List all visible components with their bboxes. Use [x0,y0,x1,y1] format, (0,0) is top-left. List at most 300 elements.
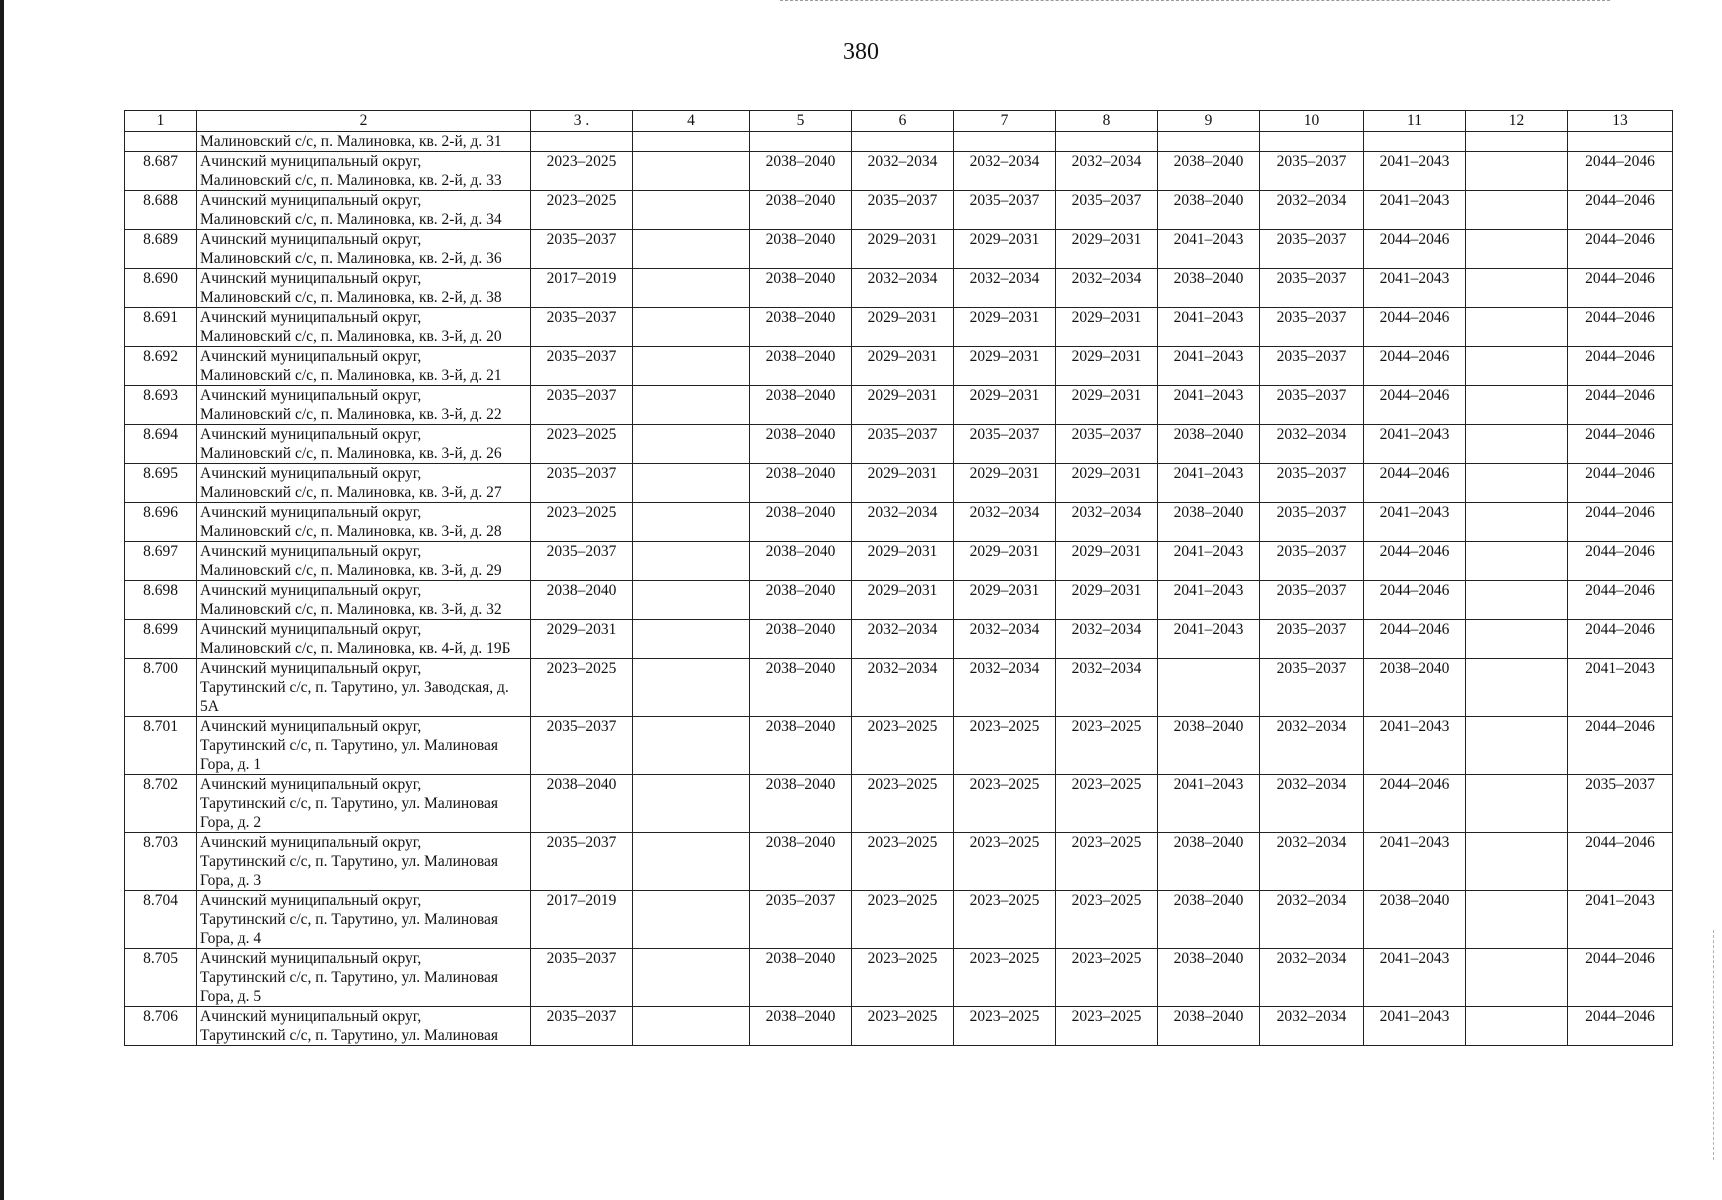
period-cell: 2041–2043 [1158,620,1260,659]
period-cell: 2035–2037 [1568,775,1673,833]
period-cell [633,191,750,230]
period-cell: 2038–2040 [1158,891,1260,949]
table-row [125,620,1673,659]
address-line: Малиновский с/с, п. Малиновка, кв. 4-й, д. 19Б [200,640,511,657]
period-cell: 2035–2037 [531,542,633,581]
row-number: 8.691 [125,308,197,347]
row-number: 8.695 [125,464,197,503]
row-address [197,542,531,581]
address-line: Малиновский с/с, п. Малиновка, кв. 3-й, д. 26 [200,445,502,462]
period-cell: 2029–2031 [954,386,1056,425]
period-cell: 2038–2040 [750,347,852,386]
address-line: Ачинский муниципальный округ, [200,504,422,521]
row-number: 8.699 [125,620,197,659]
period-cell: 2029–2031 [1056,581,1158,620]
period-cell: 2029–2031 [852,230,954,269]
row-address [197,581,531,620]
period-cell [1466,464,1568,503]
column-header: 7 [954,111,1056,132]
period-cell: 2041–2043 [1158,464,1260,503]
period-cell: 2044–2046 [1364,581,1466,620]
period-cell [633,425,750,464]
period-cell [633,775,750,833]
period-cell: 2041–2043 [1158,308,1260,347]
period-cell: 2029–2031 [954,542,1056,581]
period-cell: 2041–2043 [1364,949,1466,1007]
period-cell: 2044–2046 [1364,464,1466,503]
period-cell [750,132,852,152]
period-cell: 2029–2031 [1056,542,1158,581]
period-cell: 2044–2046 [1364,620,1466,659]
period-cell: 2038–2040 [750,775,852,833]
period-cell: 2044–2046 [1568,269,1673,308]
period-cell: 2035–2037 [531,717,633,775]
address-line: Ачинский муниципальный округ, [200,621,422,638]
row-address [197,464,531,503]
table-row [125,949,1673,1007]
period-cell: 2035–2037 [954,191,1056,230]
period-cell: 2041–2043 [1364,1007,1466,1046]
period-cell [1466,132,1568,152]
period-cell: 2044–2046 [1568,152,1673,191]
period-cell: 2035–2037 [1260,347,1364,386]
period-cell: 2035–2037 [1260,620,1364,659]
row-number: 8.696 [125,503,197,542]
address-line: Тарутинский с/с, п. Тарутино, ул. Малиновая Гора, д. 4 [200,911,499,947]
period-cell: 2044–2046 [1568,503,1673,542]
period-cell [633,386,750,425]
row-address [197,1007,531,1046]
period-cell: 2017–2019 [531,269,633,308]
period-cell: 2023–2025 [531,191,633,230]
period-cell: 2023–2025 [531,425,633,464]
column-header: 10 [1260,111,1364,132]
period-cell: 2023–2025 [954,775,1056,833]
period-cell: 2038–2040 [750,717,852,775]
period-cell: 2038–2040 [750,503,852,542]
period-cell [1466,542,1568,581]
period-cell: 2035–2037 [1260,503,1364,542]
period-cell: 2023–2025 [954,717,1056,775]
period-cell: 2038–2040 [750,386,852,425]
period-cell: 2041–2043 [1158,230,1260,269]
period-cell [1466,347,1568,386]
period-cell: 2032–2034 [1260,191,1364,230]
period-cell [954,132,1056,152]
address-line: Ачинский муниципальный округ, [200,231,422,248]
period-cell: 2038–2040 [750,191,852,230]
period-cell: 2029–2031 [954,581,1056,620]
period-cell: 2023–2025 [531,503,633,542]
period-cell: 2023–2025 [531,152,633,191]
row-address [197,386,531,425]
period-cell: 2035–2037 [852,191,954,230]
address-line: Ачинский муниципальный округ, [200,1008,422,1025]
period-cell [1158,132,1260,152]
period-cell: 2038–2040 [1158,717,1260,775]
row-number: 8.703 [125,833,197,891]
address-line: Малиновский с/с, п. Малиновка, кв. 2-й, д. 36 [200,250,502,267]
table-row [125,269,1673,308]
period-cell: 2032–2034 [1260,717,1364,775]
period-cell [1466,152,1568,191]
table-row [125,1007,1673,1046]
period-cell: 2044–2046 [1568,308,1673,347]
period-cell: 2017–2019 [531,891,633,949]
address-line: Ачинский муниципальный округ, [200,776,422,793]
period-cell: 2035–2037 [1260,386,1364,425]
period-cell [852,132,954,152]
period-cell: 2038–2040 [750,581,852,620]
period-cell [633,464,750,503]
period-cell: 2032–2034 [1056,620,1158,659]
period-cell: 2038–2040 [531,581,633,620]
period-cell: 2038–2040 [1158,833,1260,891]
period-cell: 2038–2040 [750,620,852,659]
address-line: Малиновский с/с, п. Малиновка, кв. 3-й, д. 32 [200,601,502,618]
period-cell: 2032–2034 [852,152,954,191]
column-header: 3 . [531,111,633,132]
period-cell: 2032–2034 [1260,1007,1364,1046]
row-number: 8.694 [125,425,197,464]
right-margin-marks [1713,930,1716,1160]
address-line: Малиновский с/с, п. Малиновка, кв. 3-й, д. 28 [200,523,502,540]
period-cell: 2044–2046 [1568,386,1673,425]
row-number: 8.704 [125,891,197,949]
table-row [125,230,1673,269]
period-cell: 2041–2043 [1158,542,1260,581]
period-cell: 2029–2031 [1056,386,1158,425]
period-cell: 2023–2025 [1056,1007,1158,1046]
period-cell: 2032–2034 [1056,152,1158,191]
table-row [125,464,1673,503]
period-cell: 2035–2037 [1260,152,1364,191]
period-cell: 2032–2034 [1260,425,1364,464]
period-cell [1466,308,1568,347]
period-cell [1466,581,1568,620]
address-line: Тарутинский с/с, п. Тарутино, ул. Малиновая Гора, д. 2 [200,795,499,831]
period-cell: 2035–2037 [954,425,1056,464]
period-cell: 2029–2031 [1056,230,1158,269]
period-cell: 2038–2040 [750,542,852,581]
period-cell: 2029–2031 [954,464,1056,503]
address-line: Ачинский муниципальный округ, [200,309,422,326]
period-cell: 2041–2043 [1158,347,1260,386]
period-cell: 2044–2046 [1568,464,1673,503]
row-address [197,775,531,833]
period-cell [1466,833,1568,891]
period-cell: 2023–2025 [954,833,1056,891]
page-number: 380 [843,39,879,65]
period-cell: 2038–2040 [1364,891,1466,949]
top-rule [780,0,1610,2]
address-line: Ачинский муниципальный округ, [200,348,422,365]
period-cell [633,269,750,308]
period-cell [633,347,750,386]
period-cell: 2044–2046 [1568,717,1673,775]
period-cell: 2041–2043 [1158,775,1260,833]
address-line: Тарутинский с/с, п. Тарутино, ул. Малиновая Гора, д. 3 [200,853,499,889]
period-cell: 2035–2037 [1260,464,1364,503]
period-cell: 2041–2043 [1364,717,1466,775]
table-row [125,891,1673,949]
period-cell [633,659,750,717]
period-cell: 2038–2040 [750,425,852,464]
period-cell: 2023–2025 [531,659,633,717]
period-cell: 2023–2025 [852,891,954,949]
period-cell [531,132,633,152]
address-line: Ачинский муниципальный округ, [200,192,422,209]
column-header: 9 [1158,111,1260,132]
period-cell: 2032–2034 [852,659,954,717]
column-header: 5 [750,111,852,132]
table-row [125,775,1673,833]
row-address [197,949,531,1007]
header-row [125,111,1673,132]
period-cell: 2032–2034 [1260,949,1364,1007]
period-cell [633,717,750,775]
period-cell: 2035–2037 [531,230,633,269]
row-address [197,891,531,949]
period-cell: 2029–2031 [852,386,954,425]
period-cell: 2029–2031 [954,308,1056,347]
period-cell: 2029–2031 [852,581,954,620]
table-row [125,581,1673,620]
address-line: Ачинский муниципальный округ, [200,892,422,909]
period-cell: 2023–2025 [954,891,1056,949]
address-line: Тарутинский с/с, п. Тарутино, ул. Малиновая [200,1027,499,1044]
table-row [125,717,1673,775]
period-cell [1568,132,1673,152]
row-number: 8.690 [125,269,197,308]
period-cell: 2038–2040 [750,230,852,269]
table-row [125,425,1673,464]
period-cell: 2041–2043 [1158,581,1260,620]
table-row [125,386,1673,425]
period-cell: 2044–2046 [1568,347,1673,386]
row-address [197,425,531,464]
period-cell: 2032–2034 [954,620,1056,659]
period-cell: 2038–2040 [750,659,852,717]
row-address [197,503,531,542]
period-cell: 2023–2025 [1056,949,1158,1007]
period-cell: 2035–2037 [531,308,633,347]
table-row [125,152,1673,191]
period-cell: 2032–2034 [1260,775,1364,833]
period-cell: 2038–2040 [750,464,852,503]
address-line: Ачинский муниципальный округ, [200,153,422,170]
row-number: 8.688 [125,191,197,230]
period-cell: 2032–2034 [852,269,954,308]
period-cell: 2041–2043 [1364,269,1466,308]
continuation-row [125,132,1673,152]
period-cell: 2044–2046 [1364,542,1466,581]
period-cell: 2038–2040 [750,833,852,891]
period-cell [633,230,750,269]
period-cell: 2044–2046 [1568,191,1673,230]
period-cell [1466,1007,1568,1046]
row-address [197,269,531,308]
period-cell: 2029–2031 [852,464,954,503]
period-cell [1466,775,1568,833]
column-header: 1 [125,111,197,132]
period-cell: 2041–2043 [1364,425,1466,464]
period-cell [1466,659,1568,717]
row-address [197,717,531,775]
address-line: Ачинский муниципальный округ, [200,387,422,404]
address-line: Ачинский муниципальный округ, [200,950,422,967]
period-cell: 2038–2040 [1158,152,1260,191]
period-cell: 2029–2031 [852,542,954,581]
period-cell: 2038–2040 [531,775,633,833]
period-cell: 2038–2040 [1158,1007,1260,1046]
period-cell: 2044–2046 [1568,833,1673,891]
period-cell: 2041–2043 [1364,503,1466,542]
period-cell [633,891,750,949]
period-cell [1056,132,1158,152]
period-cell: 2044–2046 [1568,581,1673,620]
period-cell: 2023–2025 [852,717,954,775]
period-cell: 2035–2037 [1056,425,1158,464]
column-header: 11 [1364,111,1466,132]
period-cell: 2035–2037 [1260,230,1364,269]
row-number [125,132,197,152]
row-number: 8.693 [125,386,197,425]
row-address [197,152,531,191]
period-cell: 2032–2034 [954,659,1056,717]
period-cell: 2029–2031 [852,308,954,347]
period-cell: 2038–2040 [1158,191,1260,230]
period-cell: 2029–2031 [852,347,954,386]
period-cell: 2044–2046 [1568,230,1673,269]
address-line: Малиновский с/с, п. Малиновка, кв. 2-й, д. 34 [200,211,502,228]
table-body [125,132,1673,1046]
table-row [125,503,1673,542]
period-cell [633,949,750,1007]
row-number: 8.689 [125,230,197,269]
column-header: 4 [633,111,750,132]
period-cell [1466,386,1568,425]
period-cell: 2029–2031 [954,230,1056,269]
period-cell: 2029–2031 [1056,308,1158,347]
address-line: Малиновский с/с, п. Малиновка, кв. 2-й, д. 33 [200,172,502,189]
period-cell [1466,230,1568,269]
period-cell: 2035–2037 [531,1007,633,1046]
row-number: 8.702 [125,775,197,833]
period-cell [1466,269,1568,308]
row-address [197,230,531,269]
period-cell: 2032–2034 [852,620,954,659]
period-cell: 2044–2046 [1568,425,1673,464]
period-cell [1466,191,1568,230]
period-cell: 2029–2031 [531,620,633,659]
table-row [125,542,1673,581]
column-header: 2 [197,111,531,132]
period-cell: 2038–2040 [750,269,852,308]
period-cell [633,542,750,581]
period-cell: 2041–2043 [1364,833,1466,891]
period-cell: 2044–2046 [1364,230,1466,269]
period-cell: 2038–2040 [1158,269,1260,308]
period-cell: 2023–2025 [1056,833,1158,891]
period-cell: 2038–2040 [750,308,852,347]
address-line: Тарутинский с/с, п. Тарутино, ул. Малиновая Гора, д. 5 [200,969,499,1005]
period-cell [1466,717,1568,775]
page-left-edge [0,0,4,1200]
period-cell: 2035–2037 [1260,659,1364,717]
period-cell: 2023–2025 [1056,775,1158,833]
period-cell: 2044–2046 [1364,347,1466,386]
period-cell: 2044–2046 [1568,949,1673,1007]
period-cell: 2038–2040 [1158,425,1260,464]
address-line: Тарутинский с/с, п. Тарутино, ул. Малиновая Гора, д. 1 [200,737,499,773]
period-cell: 2035–2037 [1260,269,1364,308]
row-address: Малиновский с/с, п. Малиновка, кв. 2-й, д. 31 [197,132,531,152]
period-cell: 2041–2043 [1364,191,1466,230]
period-cell [1466,425,1568,464]
address-line: Ачинский муниципальный округ, [200,660,422,677]
row-address [197,659,531,717]
period-cell [633,132,750,152]
table-row [125,191,1673,230]
period-cell: 2035–2037 [852,425,954,464]
period-cell [633,1007,750,1046]
period-cell [633,620,750,659]
row-address [197,308,531,347]
period-cell [1466,503,1568,542]
period-cell: 2038–2040 [1158,503,1260,542]
period-cell: 2038–2040 [750,949,852,1007]
address-line: Малиновский с/с, п. Малиновка, кв. 3-й, д. 20 [200,328,502,345]
period-cell: 2032–2034 [1056,503,1158,542]
address-line: Тарутинский с/с, п. Тарутино, ул. Заводская, д. 5А [200,679,509,715]
address-line: Малиновский с/с, п. Малиновка, кв. 2-й, д. 38 [200,289,502,306]
row-number: 8.692 [125,347,197,386]
period-cell: 2044–2046 [1364,386,1466,425]
column-header: 12 [1466,111,1568,132]
period-cell: 2035–2037 [1260,581,1364,620]
period-cell: 2044–2046 [1568,1007,1673,1046]
table-row [125,308,1673,347]
address-line: Малиновский с/с, п. Малиновка, кв. 3-й, д. 29 [200,562,502,579]
address-line: Малиновский с/с, п. Малиновка, кв. 3-й, д. 27 [200,484,502,501]
period-cell: 2035–2037 [531,949,633,1007]
column-header: 13 [1568,111,1673,132]
period-cell: 2032–2034 [1056,269,1158,308]
table-row [125,659,1673,717]
period-cell: 2023–2025 [852,833,954,891]
period-cell: 2044–2046 [1568,542,1673,581]
period-cell: 2032–2034 [1260,891,1364,949]
period-cell: 2032–2034 [852,503,954,542]
period-cell: 2035–2037 [750,891,852,949]
period-cell [1158,659,1260,717]
period-cell: 2035–2037 [531,386,633,425]
row-number: 8.700 [125,659,197,717]
row-address [197,191,531,230]
period-cell: 2032–2034 [954,269,1056,308]
table-row [125,347,1673,386]
period-cell [633,152,750,191]
address-line: Малиновский с/с, п. Малиновка, кв. 3-й, д. 22 [200,406,502,423]
period-cell: 2029–2031 [954,347,1056,386]
period-cell: 2038–2040 [750,152,852,191]
row-number: 8.705 [125,949,197,1007]
period-cell: 2044–2046 [1364,308,1466,347]
period-cell: 2035–2037 [531,833,633,891]
period-cell: 2041–2043 [1364,152,1466,191]
address-line: Ачинский муниципальный округ, [200,270,422,287]
